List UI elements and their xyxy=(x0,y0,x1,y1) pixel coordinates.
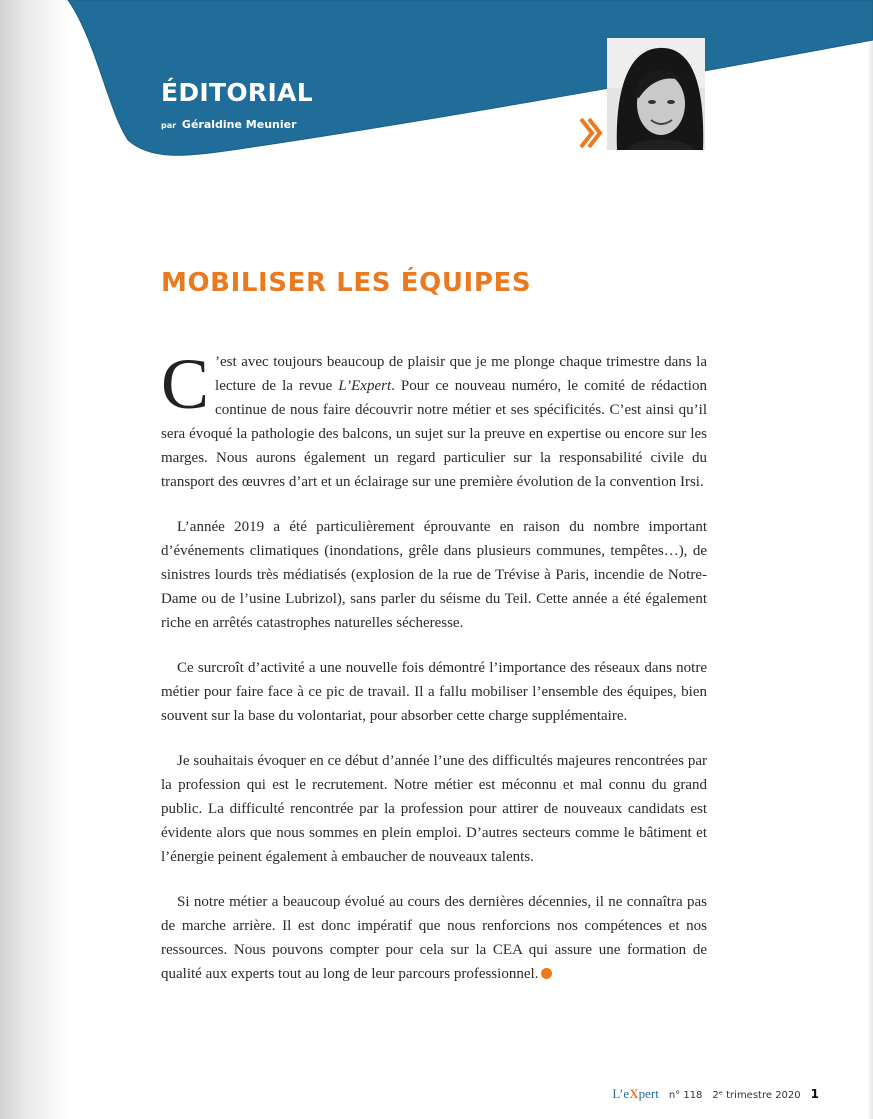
banner-shape xyxy=(0,0,873,170)
drop-cap: C xyxy=(161,344,210,424)
journal-title: L’Expert xyxy=(338,378,392,394)
logo-part-2: pert xyxy=(638,1086,659,1101)
issue-period: 2ᵉ trimestre 2020 xyxy=(712,1090,801,1101)
paragraph-1-start: ’est avec toujours beaucoup de plaisir que je me plonge chaque trimestre dans la lecture de la revue xyxy=(215,354,707,394)
logo-part-1: L’e xyxy=(612,1086,630,1101)
end-mark-dot xyxy=(541,968,552,979)
logo-x: X xyxy=(629,1086,639,1101)
double-chevron-right-icon xyxy=(578,116,604,150)
article-title: MOBILISER LES ÉQUIPES xyxy=(161,268,532,298)
section-label: ÉDITORIAL xyxy=(161,78,313,107)
paragraph-3: Ce surcroît d’activité a une nouvelle fois démontré l’importance des réseaux dans notre métier pour faire face à ce pic de travail. Il a fallu mobiliser l’ensemble des équipes, bien souvent sur la base du volontariat, pour absorber cette charge supplémentaire. xyxy=(161,660,707,724)
byline-prefix: par xyxy=(161,121,177,130)
magazine-logo xyxy=(612,1086,658,1102)
page-number: 1 xyxy=(810,1087,819,1101)
issue-number: n° 118 xyxy=(668,1090,703,1101)
header-banner xyxy=(0,0,873,170)
paragraph-2: L’année 2019 a été particulièrement éprouvante en raison du nombre important d’événements climatiques (inondations, grêle dans plusieurs communes, tempêtes…), de sinistres lourds très médiatisés (explosion de la rue de Trévise à Paris, incendie de Notre-Dame ou de l’usine Lubrizol), sans parler du séisme du Teil. Cette année a été également riche en arrêtés catastrophes naturelles sécheresse. xyxy=(161,519,707,631)
paragraph-5 xyxy=(161,890,707,986)
byline xyxy=(161,118,297,133)
paragraph-4: Je souhaitais évoquer en ce début d’année l’une des difficultés majeures rencontrées par la profession qui est le recrutement. Notre métier est méconnu et mal connu du grand public. La difficulté rencontrée par la profession pour attirer de nouveaux candidats est évidente alors que nous sommes en plein emploi. D’autres secteurs comme le bâtiment et l’énergie peinent également à embaucher de nouveaux talents. xyxy=(161,753,707,865)
paragraph-1-rest: . Pour ce nouveau numéro, le comité de rédaction continue de nous faire découvrir notre métier et ses spécificités. C’est ainsi qu’il sera évoqué la pathologie des balcons, un sujet sur la preuve en expertise ou encore sur les marges. Nous aurons également un regard particulier sur la responsabilité civile du transport des œuvres d’art et un éclairage sur une première évolution de la convention Irsi. xyxy=(161,378,707,490)
article-body xyxy=(161,344,707,1007)
author-portrait xyxy=(607,38,705,150)
author-name: Géraldine Meunier xyxy=(181,118,297,131)
author-portrait-image xyxy=(607,38,705,150)
paragraph-1 xyxy=(161,344,707,494)
paragraph-5-text: Si notre métier a beaucoup évolué au cours des dernières décennies, il ne connaîtra pas de marche arrière. Il est donc impératif que nous renforcions nos compétences et nos ressources. Nous pouvons compter pour cela sur la CEA qui assure une formation de qualité aux experts tout au long de leur parcours professionnel. xyxy=(161,894,707,982)
page-footer xyxy=(612,1086,819,1102)
